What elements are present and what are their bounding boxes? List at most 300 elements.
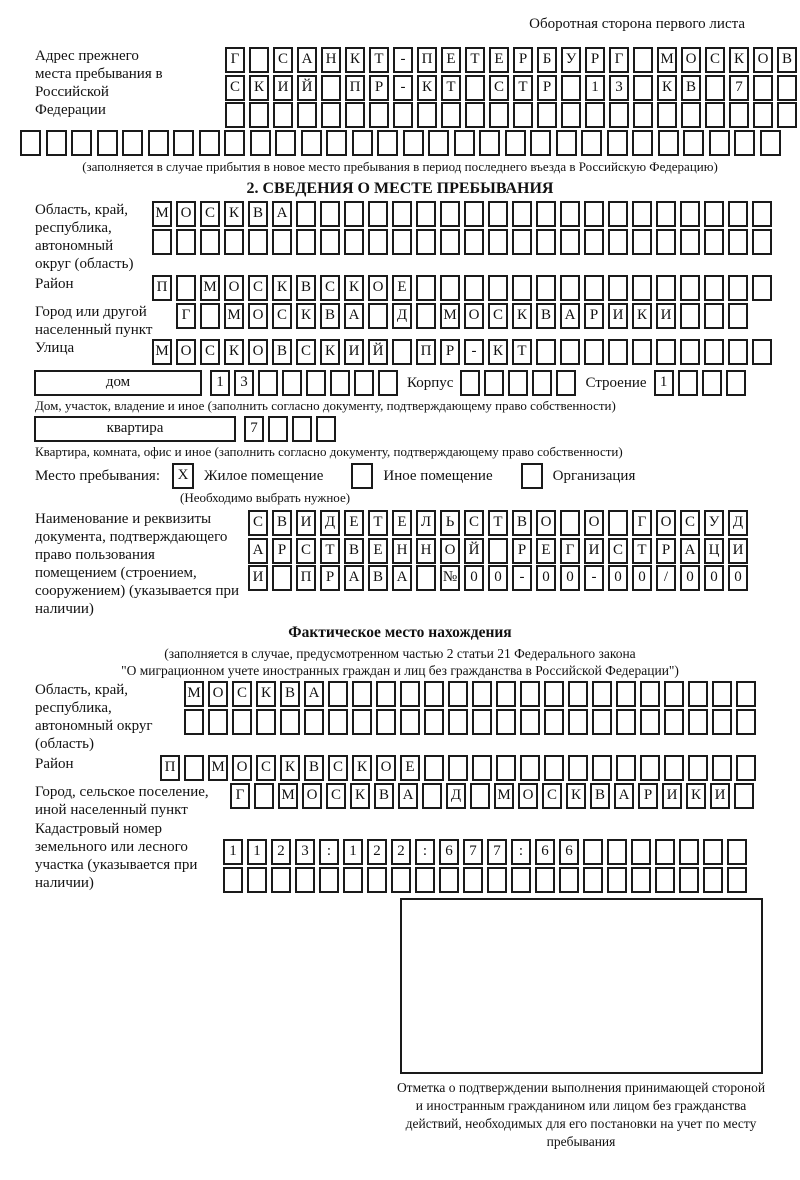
char-cell xyxy=(465,102,485,128)
char-cell xyxy=(472,755,492,781)
char-cell xyxy=(607,867,627,893)
char-cell xyxy=(678,370,698,396)
char-cell xyxy=(680,303,700,329)
char-cell xyxy=(223,867,243,893)
char-cell xyxy=(208,709,228,735)
char-cell: С xyxy=(489,75,509,101)
char-cell: К xyxy=(417,75,437,101)
char-cell: Р xyxy=(320,565,340,591)
char-cell xyxy=(616,681,636,707)
house-row xyxy=(0,370,800,396)
residential-checkbox: X xyxy=(172,463,194,489)
char-cell: Т xyxy=(512,339,532,365)
actual-district-row xyxy=(160,755,756,781)
char-cell: О xyxy=(376,755,396,781)
char-cell xyxy=(736,755,756,781)
char-cell xyxy=(712,755,732,781)
char-cell xyxy=(688,709,708,735)
char-cell xyxy=(592,755,612,781)
char-cell xyxy=(656,339,676,365)
char-cell: К xyxy=(512,303,532,329)
char-cell xyxy=(20,130,41,156)
organization-label: Организация xyxy=(552,467,636,484)
char-cell: О xyxy=(656,510,676,536)
char-cell xyxy=(728,339,748,365)
char-cell xyxy=(752,339,772,365)
char-cell: Д xyxy=(728,510,748,536)
char-cell: В xyxy=(536,303,556,329)
char-cell xyxy=(703,839,723,865)
char-cell xyxy=(734,783,754,809)
char-cell xyxy=(403,130,424,156)
char-cell xyxy=(496,755,516,781)
char-cell: Д xyxy=(320,510,340,536)
char-cell xyxy=(428,130,449,156)
char-cell xyxy=(633,47,653,73)
char-cell: Е xyxy=(536,538,556,564)
char-cell xyxy=(511,867,531,893)
char-cell xyxy=(367,867,387,893)
char-cell xyxy=(536,275,556,301)
char-cell xyxy=(734,130,755,156)
char-cell xyxy=(316,416,336,442)
char-cell: С xyxy=(608,538,628,564)
char-cell: К xyxy=(224,201,244,227)
prev-address-row-2 xyxy=(225,75,797,101)
char-cell: О xyxy=(518,783,538,809)
char-cell xyxy=(505,130,526,156)
char-cell: К xyxy=(632,303,652,329)
char-cell xyxy=(520,681,540,707)
char-cell xyxy=(544,755,564,781)
district-row xyxy=(152,275,772,301)
char-cell xyxy=(560,201,580,227)
char-cell: В xyxy=(248,201,268,227)
char-cell: Т xyxy=(368,510,388,536)
char-cell xyxy=(592,681,612,707)
char-cell: Е xyxy=(344,510,364,536)
char-cell: Е xyxy=(392,510,412,536)
char-cell xyxy=(275,130,296,156)
char-cell xyxy=(424,709,444,735)
char-cell xyxy=(658,130,679,156)
char-cell xyxy=(656,229,676,255)
char-cell xyxy=(679,867,699,893)
char-cell xyxy=(616,755,636,781)
char-cell xyxy=(46,130,67,156)
prev-address-block xyxy=(0,47,800,128)
actual-location-title: Фактическое место нахождения xyxy=(288,624,512,641)
char-cell: 6 xyxy=(439,839,459,865)
char-cell xyxy=(282,370,302,396)
char-cell: Р xyxy=(272,538,292,564)
char-cell xyxy=(71,130,92,156)
char-cell xyxy=(607,839,627,865)
char-cell xyxy=(752,275,772,301)
char-cell xyxy=(199,130,220,156)
char-cell: 0 xyxy=(728,565,748,591)
char-cell xyxy=(608,510,628,536)
char-cell: В xyxy=(512,510,532,536)
char-cell: Е xyxy=(441,47,461,73)
char-cell: 0 xyxy=(560,565,580,591)
char-cell: Е xyxy=(392,275,412,301)
char-cell xyxy=(607,130,628,156)
char-cell: : xyxy=(511,839,531,865)
char-cell xyxy=(254,783,274,809)
char-cell: С xyxy=(328,755,348,781)
apartment-row xyxy=(0,416,800,442)
apartment-number-cells xyxy=(244,416,336,442)
char-cell xyxy=(472,709,492,735)
char-cell xyxy=(728,201,748,227)
char-cell xyxy=(465,75,485,101)
char-cell: И xyxy=(344,339,364,365)
char-cell xyxy=(249,47,269,73)
char-cell: С xyxy=(248,510,268,536)
char-cell xyxy=(256,709,276,735)
char-cell: Т xyxy=(465,47,485,73)
char-cell: 2 xyxy=(271,839,291,865)
korpus-label: Корпус xyxy=(407,375,454,391)
char-cell: : xyxy=(319,839,339,865)
char-cell: В xyxy=(304,755,324,781)
char-cell: В xyxy=(344,538,364,564)
char-cell xyxy=(369,102,389,128)
char-cell xyxy=(306,370,326,396)
char-cell: 7 xyxy=(729,75,749,101)
char-cell xyxy=(258,370,278,396)
char-cell: - xyxy=(584,565,604,591)
char-cell xyxy=(727,839,747,865)
char-cell: Е xyxy=(489,47,509,73)
char-cell xyxy=(608,201,628,227)
char-cell xyxy=(472,681,492,707)
char-cell xyxy=(655,839,675,865)
char-cell xyxy=(520,709,540,735)
prev-address-caption: (заполняется в случае прибытия в новое место пребывания в период последнего въезда в Российскую Федерацию) xyxy=(82,159,718,174)
char-cell xyxy=(448,709,468,735)
char-cell xyxy=(225,102,245,128)
char-cell: 1 xyxy=(654,370,674,396)
actual-region-row-1 xyxy=(184,681,756,707)
char-cell: И xyxy=(584,538,604,564)
char-cell xyxy=(378,370,398,396)
char-cell: К xyxy=(320,339,340,365)
char-cell: И xyxy=(728,538,748,564)
char-cell xyxy=(416,565,436,591)
char-cell xyxy=(489,102,509,128)
ownership-doc-row-3 xyxy=(248,565,748,591)
char-cell: П xyxy=(296,565,316,591)
char-cell: В xyxy=(368,565,388,591)
char-cell xyxy=(535,867,555,893)
char-cell: - xyxy=(393,47,413,73)
char-cell xyxy=(224,229,244,255)
char-cell xyxy=(321,102,341,128)
prev-address-label: Адрес прежнего места пребывания в Российской Федерации xyxy=(35,48,163,118)
char-cell: 6 xyxy=(559,839,579,865)
char-cell: О xyxy=(248,339,268,365)
char-cell xyxy=(568,755,588,781)
char-cell: А xyxy=(398,783,418,809)
house-type-box: дом xyxy=(34,370,202,396)
actual-location-note-2: "О миграционном учете иностранных граждан и лиц без гражданства в Российской Федерации") xyxy=(121,663,679,678)
char-cell xyxy=(352,681,372,707)
char-cell: О xyxy=(248,303,268,329)
stroenie-label: Строение xyxy=(585,375,647,391)
char-cell xyxy=(448,755,468,781)
prev-address-row-4 xyxy=(0,130,800,156)
korpus-cells xyxy=(460,370,576,396)
char-cell: 0 xyxy=(464,565,484,591)
char-cell: Л xyxy=(416,510,436,536)
char-cell xyxy=(736,709,756,735)
char-cell: М xyxy=(224,303,244,329)
city-label: Город или другой населенный пункт xyxy=(35,304,153,338)
char-cell: Р xyxy=(584,303,604,329)
char-cell: 3 xyxy=(295,839,315,865)
char-cell xyxy=(297,102,317,128)
char-cell xyxy=(556,130,577,156)
stay-type-caption: (Необходимо выбрать нужное) xyxy=(180,490,351,505)
char-cell: О xyxy=(536,510,556,536)
char-cell: К xyxy=(488,339,508,365)
char-cell xyxy=(272,229,292,255)
char-cell: В xyxy=(681,75,701,101)
char-cell: Г xyxy=(230,783,250,809)
char-cell xyxy=(247,867,267,893)
char-cell xyxy=(560,275,580,301)
char-cell: О xyxy=(208,681,228,707)
char-cell xyxy=(560,229,580,255)
char-cell: М xyxy=(200,275,220,301)
actual-district-block xyxy=(0,755,800,781)
prev-address-row-3 xyxy=(225,102,797,128)
char-cell: Т xyxy=(369,47,389,73)
char-cell: С xyxy=(200,201,220,227)
char-cell: М xyxy=(152,201,172,227)
char-cell xyxy=(454,130,475,156)
char-cell: Е xyxy=(368,538,388,564)
char-cell xyxy=(272,565,292,591)
char-cell: С xyxy=(225,75,245,101)
char-cell xyxy=(513,102,533,128)
char-cell: А xyxy=(392,565,412,591)
char-cell xyxy=(584,201,604,227)
char-cell xyxy=(581,130,602,156)
char-cell: С xyxy=(256,755,276,781)
char-cell xyxy=(328,709,348,735)
char-cell: С xyxy=(248,275,268,301)
char-cell xyxy=(301,130,322,156)
char-cell xyxy=(656,201,676,227)
char-cell xyxy=(530,130,551,156)
char-cell: Ц xyxy=(704,538,724,564)
header-note: Оборотная сторона первого листа xyxy=(529,16,745,32)
char-cell xyxy=(400,709,420,735)
char-cell: П xyxy=(416,339,436,365)
char-cell: К xyxy=(249,75,269,101)
char-cell xyxy=(280,709,300,735)
char-cell: М xyxy=(657,47,677,73)
char-cell xyxy=(488,229,508,255)
actual-district-label: Район xyxy=(35,756,74,772)
char-cell xyxy=(368,229,388,255)
char-cell xyxy=(488,275,508,301)
char-cell: В xyxy=(272,510,292,536)
char-cell: Й xyxy=(297,75,317,101)
char-cell xyxy=(273,102,293,128)
char-cell xyxy=(173,130,194,156)
char-cell xyxy=(631,839,651,865)
char-cell: О xyxy=(176,339,196,365)
char-cell: Д xyxy=(446,783,466,809)
char-cell xyxy=(632,201,652,227)
char-cell xyxy=(296,201,316,227)
char-cell: К xyxy=(256,681,276,707)
char-cell xyxy=(417,102,437,128)
char-cell xyxy=(460,370,480,396)
char-cell: А xyxy=(304,681,324,707)
char-cell: О xyxy=(753,47,773,73)
char-cell xyxy=(415,867,435,893)
district-label: Район xyxy=(35,276,74,292)
char-cell xyxy=(727,867,747,893)
char-cell xyxy=(753,102,773,128)
char-cell xyxy=(608,339,628,365)
char-cell xyxy=(377,130,398,156)
char-cell: С xyxy=(272,303,292,329)
char-cell: К xyxy=(352,755,372,781)
char-cell: С xyxy=(326,783,346,809)
street-row xyxy=(152,339,772,365)
char-cell: М xyxy=(278,783,298,809)
char-cell: С xyxy=(296,339,316,365)
char-cell: К xyxy=(344,275,364,301)
char-cell xyxy=(657,102,677,128)
char-cell xyxy=(292,416,312,442)
char-cell: В xyxy=(590,783,610,809)
char-cell: Д xyxy=(392,303,412,329)
char-cell xyxy=(777,75,797,101)
char-cell xyxy=(728,303,748,329)
char-cell xyxy=(777,102,797,128)
char-cell: К xyxy=(566,783,586,809)
char-cell: 3 xyxy=(609,75,629,101)
stay-type-label: Место пребывания: xyxy=(35,467,160,484)
char-cell: А xyxy=(272,201,292,227)
char-cell xyxy=(585,102,605,128)
char-cell xyxy=(268,416,288,442)
organization-checkbox xyxy=(521,463,543,489)
char-cell xyxy=(633,102,653,128)
char-cell xyxy=(640,709,660,735)
street-label: Улица xyxy=(35,340,75,356)
char-cell xyxy=(664,681,684,707)
char-cell: Р xyxy=(537,75,557,101)
char-cell xyxy=(176,275,196,301)
city-block xyxy=(0,303,800,339)
char-cell xyxy=(680,275,700,301)
char-cell: О xyxy=(440,538,460,564)
char-cell xyxy=(441,102,461,128)
char-cell xyxy=(592,709,612,735)
char-cell xyxy=(392,201,412,227)
char-cell: 0 xyxy=(680,565,700,591)
char-cell xyxy=(608,275,628,301)
char-cell: И xyxy=(662,783,682,809)
char-cell: О xyxy=(464,303,484,329)
char-cell: А xyxy=(614,783,634,809)
char-cell: С xyxy=(296,538,316,564)
char-cell xyxy=(704,339,724,365)
actual-region-row-2 xyxy=(184,709,756,735)
char-cell xyxy=(632,275,652,301)
char-cell xyxy=(184,709,204,735)
char-cell xyxy=(470,783,490,809)
char-cell: М xyxy=(494,783,514,809)
char-cell: О xyxy=(368,275,388,301)
char-cell xyxy=(632,339,652,365)
char-cell xyxy=(583,839,603,865)
char-cell: И xyxy=(248,565,268,591)
char-cell: П xyxy=(417,47,437,73)
char-cell: № xyxy=(440,565,460,591)
char-cell xyxy=(560,339,580,365)
char-cell xyxy=(512,229,532,255)
cadastral-row-2 xyxy=(223,867,747,893)
apartment-type-box: квартира xyxy=(34,416,236,442)
char-cell: У xyxy=(561,47,581,73)
char-cell: 1 xyxy=(223,839,243,865)
char-cell xyxy=(679,839,699,865)
confirmation-stamp-caption: Отметка о подтверждении выполнения принимающей стороной и иностранным гражданином или лицом без гражданства действий, необходимых для его постановки на учет по месту пребывания xyxy=(396,1079,766,1149)
ownership-doc-label: Наименование и реквизиты документа, подтверждающего право пользования помещением (строением, сооружением) (указывается при наличии) xyxy=(35,511,240,617)
char-cell: 2 xyxy=(367,839,387,865)
char-cell xyxy=(609,102,629,128)
char-cell xyxy=(656,275,676,301)
char-cell xyxy=(422,783,442,809)
char-cell xyxy=(561,75,581,101)
char-cell: 7 xyxy=(463,839,483,865)
char-cell xyxy=(330,370,350,396)
char-cell xyxy=(463,867,483,893)
char-cell: Н xyxy=(321,47,341,73)
char-cell xyxy=(536,339,556,365)
cadastral-row-1 xyxy=(223,839,747,865)
char-cell xyxy=(200,303,220,329)
char-cell: А xyxy=(297,47,317,73)
char-cell: С xyxy=(680,510,700,536)
char-cell: 1 xyxy=(343,839,363,865)
char-cell: Р xyxy=(369,75,389,101)
char-cell: С xyxy=(488,303,508,329)
char-cell xyxy=(544,681,564,707)
char-cell xyxy=(416,229,436,255)
char-cell: К xyxy=(350,783,370,809)
char-cell xyxy=(640,755,660,781)
char-cell xyxy=(320,201,340,227)
char-cell xyxy=(271,867,291,893)
char-cell xyxy=(393,102,413,128)
char-cell xyxy=(487,867,507,893)
char-cell xyxy=(729,102,749,128)
actual-city-label: Город, сельское поселение, иной населенный пункт xyxy=(35,784,209,818)
char-cell xyxy=(705,75,725,101)
char-cell xyxy=(248,229,268,255)
actual-location-note-1: (заполняется в случае, предусмотренном частью 2 статьи 21 Федерального закона xyxy=(164,646,636,661)
